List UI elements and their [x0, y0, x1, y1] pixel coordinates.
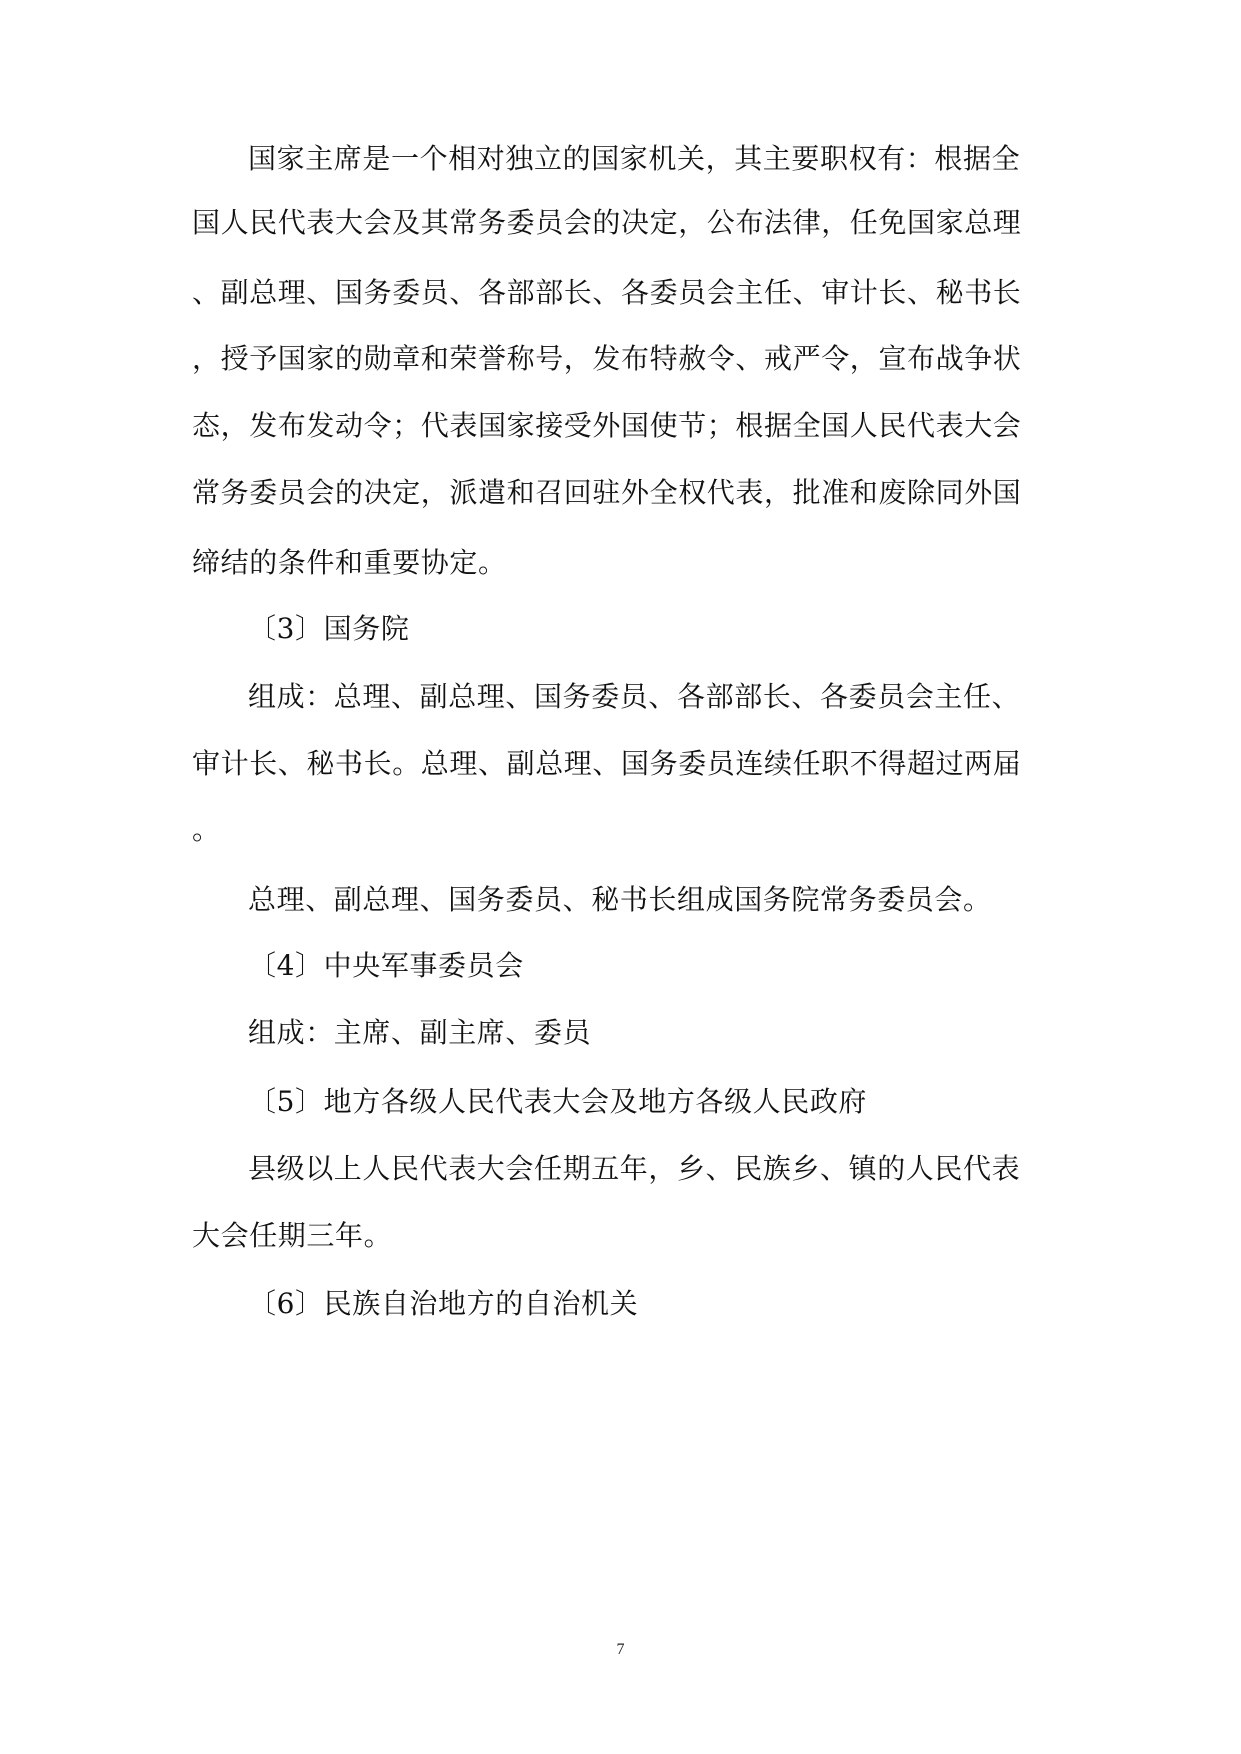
paragraph-line: 国家主席是一个相对独立的国家机关，其主要职权有：根据全: [248, 142, 1021, 175]
paragraph-line: 态，发布发动令；代表国家接受外国使节；根据全国人民代表大会: [192, 409, 1022, 442]
paragraph-line: 、副总理、国务委员、各部部长、各委员会主任、审计长、秘书长: [192, 276, 1022, 309]
paragraph-line: 。: [192, 813, 221, 846]
paragraph-line: 县级以上人民代表大会任期五年，乡、民族乡、镇的人民代表: [248, 1152, 1021, 1185]
page-number: 7: [616, 1641, 625, 1658]
paragraph-line: 缔结的条件和重要协定。: [192, 546, 507, 579]
paragraph-line: 大会任期三年。: [192, 1219, 393, 1252]
paragraph-line: 组成：主席、副主席、委员: [248, 1016, 592, 1049]
paragraph-line: ，授予国家的勋章和荣誉称号，发布特赦令、戒严令，宣布战争状: [192, 342, 1022, 375]
paragraph-line: 组成：总理、副总理、国务委员、各部部长、各委员会主任、: [248, 680, 1021, 713]
paragraph-line: 常务委员会的决定，派遣和召回驻外全权代表，批准和废除同外国: [192, 476, 1022, 509]
paragraph-line: 总理、副总理、国务委员、秘书长组成国务院常务委员会。: [248, 883, 992, 916]
paragraph-line: 国人民代表大会及其常务委员会的决定，公布法律，任免国家总理: [192, 206, 1022, 239]
section-heading: 〔6〕民族自治地方的自治机关: [248, 1287, 639, 1320]
paragraph-line: 审计长、秘书长。总理、副总理、国务委员连续任职不得超过两届: [192, 747, 1022, 780]
section-heading: 〔5〕地方各级人民代表大会及地方各级人民政府: [248, 1085, 868, 1118]
section-heading: 〔3〕国务院: [248, 612, 410, 645]
section-heading: 〔4〕中央军事委员会: [248, 949, 524, 982]
